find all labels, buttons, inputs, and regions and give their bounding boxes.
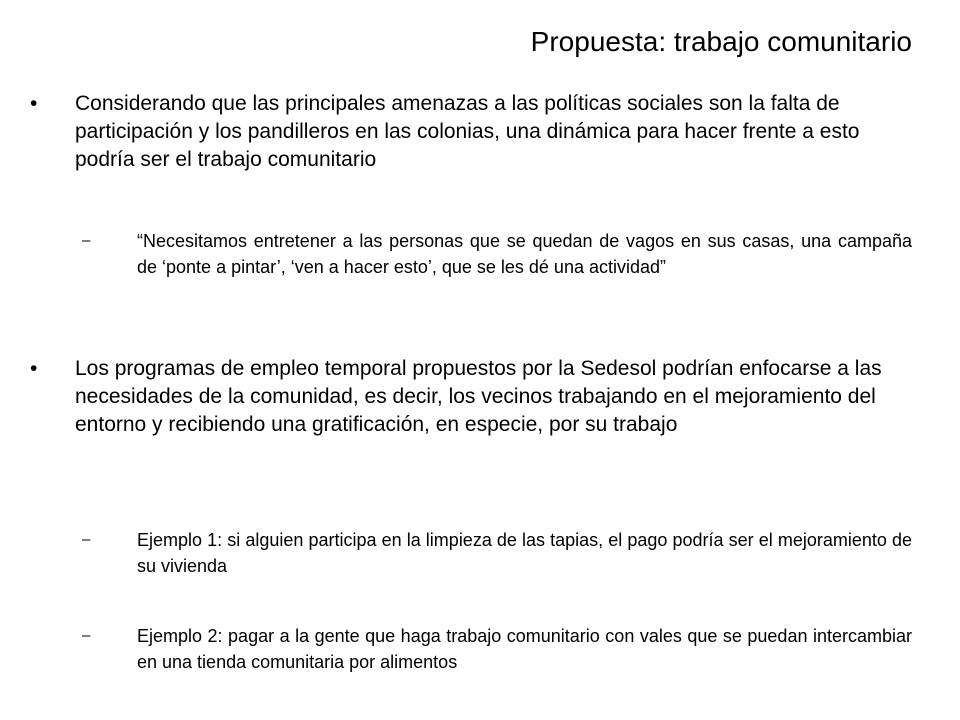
sub-marker: –	[82, 627, 91, 644]
slide-title: Propuesta: trabajo comunitario	[530, 26, 912, 57]
sub-text: Ejemplo 1: si alguien participa en la limpieza de las tapias, el pago podría ser el mejoramiento de su vivienda	[137, 530, 912, 576]
sub-text: “Necesitamos entretener a las personas que se quedan de vagos en sus casas, una campaña de ‘ponte a pintar’, ‘ven a hacer esto’, que se les dé una actividad”	[137, 231, 912, 277]
bullet-text: Los programas de empleo temporal propuestos por la Sedesol podrían enfocarse a las necesidades de la comunidad, es decir, los vecinos trabajando en el mejoramiento del entorno y recibiendo una gratificación, en especie, por su trabajo	[75, 357, 882, 436]
sub-marker: –	[82, 232, 91, 249]
sub-item-quote	[82, 228, 912, 280]
bullet-item-2	[30, 355, 900, 439]
sub-text: Ejemplo 2: pagar a la gente que haga trabajo comunitario con vales que se puedan intercambiar en una tienda comunitaria por alimentos	[137, 626, 912, 672]
sub-marker: –	[82, 531, 91, 548]
bullet-text: Considerando que las principales amenazas a las políticas sociales son la falta de participación y los pandilleros en las colonias, una dinámica para hacer frente a esto podría ser el trabajo comunitario	[75, 92, 860, 171]
bullet-marker: •	[30, 92, 38, 115]
sub-item-example-1	[82, 527, 912, 579]
sub-item-example-2	[82, 623, 912, 675]
bullet-marker: •	[30, 357, 38, 380]
bullet-item-1	[30, 90, 900, 174]
